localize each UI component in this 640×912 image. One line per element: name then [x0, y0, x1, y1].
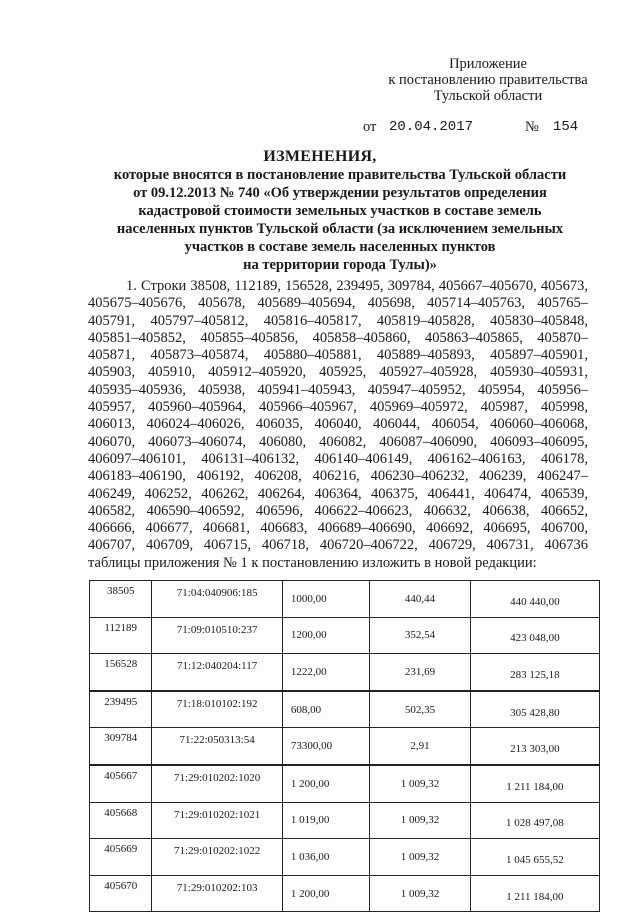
- row-number-cell: 405670: [90, 875, 152, 912]
- specific-value-cell: 1 009,32: [370, 839, 470, 876]
- subtitle-line: участков в составе земель населенных пунктов: [184, 239, 496, 255]
- cadastral-number-cell: 71:22:050313:54: [152, 728, 282, 765]
- area-cell: 1 019,00: [282, 802, 370, 839]
- row-number-cell: 239495: [90, 691, 152, 728]
- cadastral-number-cell: 71:29:010202:103: [152, 875, 282, 912]
- decree-dateline: [363, 119, 579, 136]
- document-subtitle: [90, 166, 590, 274]
- specific-value-cell: 231,69: [370, 654, 470, 691]
- area-cell: 608,00: [282, 691, 370, 728]
- specific-value-cell: 2,91: [370, 728, 470, 765]
- table-row: [90, 581, 600, 618]
- row-number-cell: 112189: [90, 617, 152, 654]
- table-row: [90, 765, 600, 802]
- specific-value-cell: 440,44: [370, 581, 470, 618]
- document-title: ИЗМЕНЕНИЯ,: [263, 148, 377, 165]
- cadastral-value-cell: 1 211 184,00: [470, 765, 599, 802]
- subtitle-line: от 09.12.2013 № 740 «Об утверждении результатов определения: [133, 185, 547, 201]
- subtitle-line: кадастровой стоимости земельных участков в составе земель: [138, 203, 542, 219]
- area-cell: 1222,00: [282, 654, 370, 691]
- cadastral-number-cell: 71:29:010202:1021: [152, 802, 282, 839]
- area-cell: 1 200,00: [282, 875, 370, 912]
- cadastral-value-cell: 1 028 497,08: [470, 802, 599, 839]
- table-row: [90, 839, 600, 876]
- cadastral-value-cell: 440 440,00: [470, 581, 599, 618]
- subtitle-line: на территории города Тулы)»: [243, 257, 437, 273]
- appendix-region: Тульской области: [433, 88, 543, 104]
- number-label: №: [525, 119, 539, 135]
- table-row: [90, 654, 600, 691]
- cadastral-value-cell: 283 125,18: [470, 654, 599, 691]
- subtitle-line: населенных пунктов Тульской области (за исключением земельных: [116, 221, 564, 237]
- row-number-cell: 405667: [90, 765, 152, 802]
- table-row: [90, 875, 600, 912]
- row-number-cell: 309784: [90, 728, 152, 765]
- cadastral-number-cell: 71:29:010202:1022: [152, 839, 282, 876]
- appendix-title: Приложение: [449, 56, 527, 72]
- row-number-cell: 405668: [90, 802, 152, 839]
- cadastral-value-cell: 423 048,00: [470, 617, 599, 654]
- decree-number: 154: [553, 119, 579, 135]
- cadastral-value-cell: 305 428,80: [470, 691, 599, 728]
- cadastral-value-table: [89, 580, 600, 912]
- table-row: [90, 728, 600, 765]
- row-number-cell: 38505: [90, 581, 152, 618]
- area-cell: 1000,00: [282, 581, 370, 618]
- cadastral-value-cell: 1 045 655,52: [470, 839, 599, 876]
- table-row: [90, 691, 600, 728]
- table-row: [90, 802, 600, 839]
- specific-value-cell: 1 009,32: [370, 802, 470, 839]
- area-cell: 1200,00: [282, 617, 370, 654]
- cadastral-number-cell: 71:18:010102:192: [152, 691, 282, 728]
- cadastral-number-cell: 71:29:010202:1020: [152, 765, 282, 802]
- specific-value-cell: 1 009,32: [370, 765, 470, 802]
- cadastral-number-cell: 71:09:010510:237: [152, 617, 282, 654]
- cadastral-number-cell: 71:12:040204:117: [152, 654, 282, 691]
- cadastral-value-cell: 1 211 184,00: [470, 875, 599, 912]
- table-row: [90, 617, 600, 654]
- cadastral-number-cell: 71:04:040906:185: [152, 581, 282, 618]
- area-cell: 73300,00: [282, 728, 370, 765]
- specific-value-cell: 352,54: [370, 617, 470, 654]
- appendix-block: [368, 56, 608, 104]
- subtitle-line: которые вносятся в постановление правительства Тульской области: [113, 167, 567, 183]
- area-cell: 1 200,00: [282, 765, 370, 802]
- cadastral-value-cell: 213 303,00: [470, 728, 599, 765]
- row-number-cell: 405669: [90, 839, 152, 876]
- specific-value-cell: 502,35: [370, 691, 470, 728]
- row-number-cell: 156528: [90, 654, 152, 691]
- appendix-reference: к постановлению правительства: [388, 72, 588, 88]
- area-cell: 1 036,00: [282, 839, 370, 876]
- date-prefix: от: [363, 119, 377, 135]
- specific-value-cell: 1 009,32: [370, 875, 470, 912]
- decree-date: 20.04.2017: [389, 119, 474, 135]
- amendment-paragraph: 1. Строки 38508, 112189, 156528, 239495, 309784, 405667–405670, 405673, 405675–405676, 405678, 405689–405694, 405698, 405714–405763, 405765–405791, 405797–405812, 405816–405817, 405819–405828, 405830–405848, 405851–405852, 405855–405856, 405858–405860, 405863–405865, 405870–405871, 405873–405874, 405880–405881, 405889–405893, 405897–405901, 405903, 405910, 405912–405920, 405925, 405927–405928, 405930–405931, 405935–405936, 405938, 405941–405943, 405947–405952, 405954, 405956–405957, 405960–405964, 405966–405967, 405969–405972, 405987, 405998, 406013, 406024–406026, 406035, 406040, 406044, 406054, 406060–406068, 406070, 406073–406074, 406080, 406082, 406087–406090, 406093–406095, 406097–406101, 406131–406132, 406140–406149, 406162–406163, 406178, 406183–406190, 406192, 406208, 406216, 406230–406232, 406239, 406247–406249, 406252, 406262, 406264, 406364, 406375, 406441, 406474, 406539, 406582, 406590–406592, 406596, 406622–406623, 406632, 406638, 406652, 406666, 406677, 406681, 406683, 406689–406690, 406692, 406695, 406700, 406707, 406709, 406715, 406718, 406720–406722, 406729, 406731, 406736 таблицы приложения № 1 к постановлению изложить в новой редакции:: [88, 278, 588, 571]
